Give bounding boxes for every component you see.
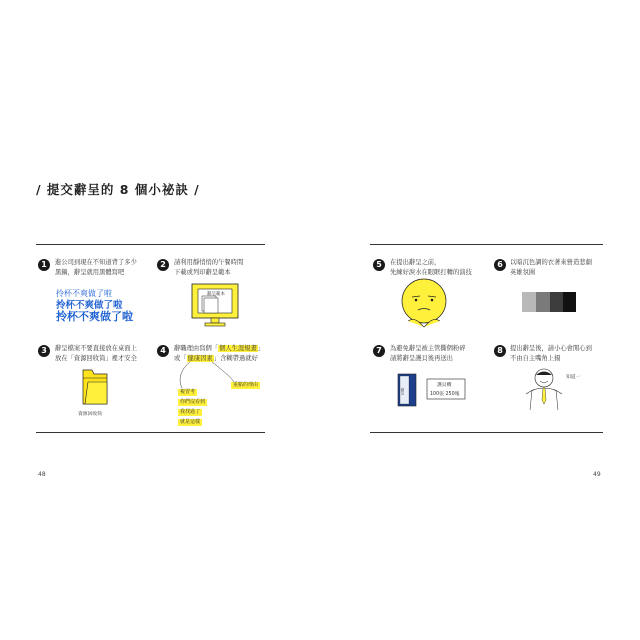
font-demo-2: 拎杯不爽做了啦 <box>56 300 123 311</box>
laminated-card-label: 辭呈 <box>401 388 405 395</box>
tip-6-text: 以暗沉色調的衣著來營造悲劇 英雄氛圍 <box>510 259 592 276</box>
tip-7-text: 為避免辭呈被主管撕個粉碎 請將辭呈護貝後再送出 <box>390 345 466 362</box>
top-rule-left <box>36 244 265 245</box>
page-number-right: 49 <box>593 471 601 478</box>
reason-tag-side: 重點的理由 <box>233 382 259 388</box>
tip-1-number: 1 <box>38 259 50 271</box>
speech-text: 知道一 <box>566 375 581 380</box>
folder-label: 資源回收筒 <box>78 412 102 417</box>
tip-2-number: 2 <box>157 259 169 271</box>
reason-tag-1: 複習考 <box>180 389 196 395</box>
reason-tag-4: 就是這樣 <box>180 419 201 425</box>
tip-7-number: 7 <box>373 345 385 357</box>
reason-arrows <box>170 360 240 390</box>
folder-illustration <box>80 366 110 406</box>
crying-face-illustration <box>398 275 450 329</box>
bottom-rule-left <box>36 432 265 433</box>
smirking-person-illustration <box>522 366 566 412</box>
tip-6-number: 6 <box>494 259 506 271</box>
font-demo-3: 拎杯不爽做了啦 <box>56 310 133 323</box>
tip-2-text: 請利用靜悄悄的午餐時間 下載或列印辭呈範本 <box>174 259 244 276</box>
template-monitor-illustration <box>190 282 240 328</box>
page-title: / 提交辭呈的 8 個小祕訣 / <box>36 182 200 197</box>
tip-4-number: 4 <box>157 345 169 357</box>
tip-4-text: 辭職理由寫個「個人生涯規畫」 或「健康因素」含糊帶過就好 <box>174 345 265 362</box>
reason-tag-3: 我找過了 <box>180 409 201 415</box>
template-label: 辭呈範本 <box>207 292 225 297</box>
tip-5-number: 5 <box>373 259 385 271</box>
bottom-rule-right <box>370 432 603 433</box>
tip-5-text: 在提出辭呈之前， 先練好淚水在眼眶打轉的演技 <box>390 259 472 276</box>
dark-color-swatch <box>522 292 576 312</box>
reason-tag-2: 你們沒看到 <box>180 399 206 405</box>
tip-8-text: 提出辭呈後，請小心會閒心到 不由自主嘴角上揚 <box>510 345 592 362</box>
page-number-left: 48 <box>38 471 46 478</box>
top-rule-right <box>370 244 603 245</box>
laminator-label: 護貝機 <box>437 383 452 388</box>
tip-3-number: 3 <box>38 345 50 357</box>
tip-1-text: 進公司到現在不知道背了多少 黑鍋，辭呈就用黑體寫吧 <box>55 259 137 276</box>
laminator-price: 100張 250塊 <box>430 392 460 397</box>
laminated-letter-illustration <box>396 372 418 408</box>
tip-8-number: 8 <box>494 345 506 357</box>
tip-3-text: 辭呈檔案不要直接放在桌面上 放在「資源回收筒」裡才安全 <box>55 345 137 362</box>
font-demo-1: 拎杯不爽做了啦 <box>56 289 112 298</box>
